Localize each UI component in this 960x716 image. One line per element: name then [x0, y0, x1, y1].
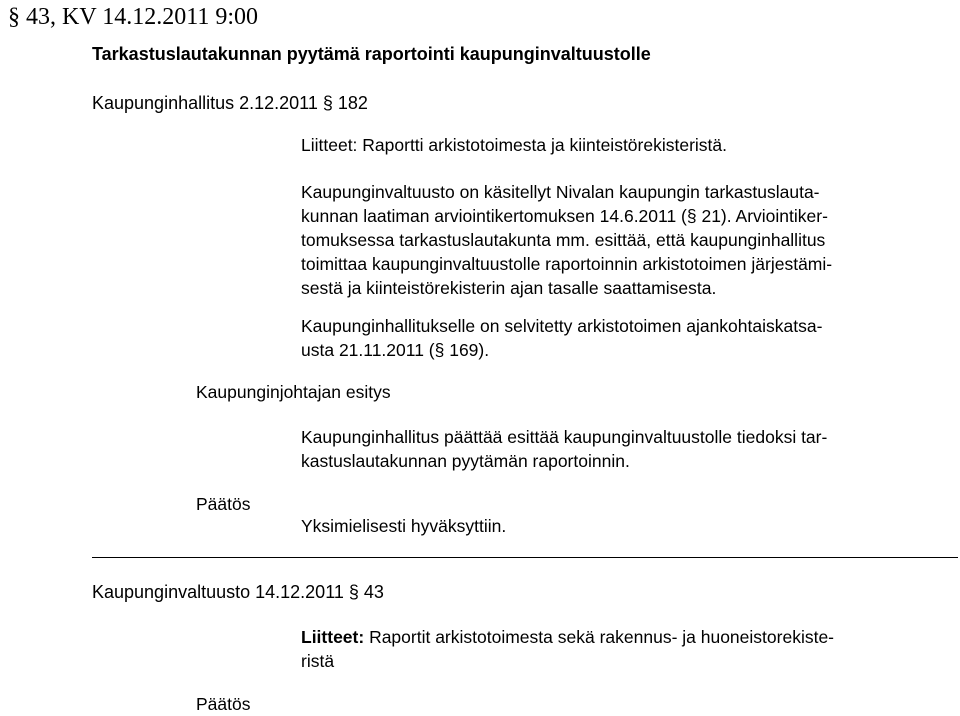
board-attachments: Liitteet: Raportti arkistotoimesta ja kiinteistörekisteristä. [301, 135, 727, 155]
paragraph-line: usta 21.11.2011 (§ 169). [301, 340, 490, 360]
document-title: Tarkastuslautakunnan pyytämä raportointi kaupunginvaltuustolle [92, 44, 651, 64]
paragraph-line: kastuslautakunnan pyytämän raportoinnin. [301, 451, 630, 471]
attachments-line: ristä [301, 651, 335, 671]
proposal-text [301, 425, 827, 473]
attachments-text: Raportit arkistotoimesta sekä rakennus- ja huoneistorekiste- [364, 627, 835, 647]
council-meeting-reference: Kaupunginvaltuusto 14.12.2011 § 43 [92, 582, 384, 602]
board-meeting-reference: Kaupunginhallitus 2.12.2011 § 182 [92, 93, 368, 113]
paragraph-line: kunnan laatiman arviointikertomuksen 14.6.2011 (§ 21). Arviointiker- [301, 206, 828, 226]
board-paragraph-1 [301, 180, 832, 300]
proposal-label: Kaupunginjohtajan esitys [196, 382, 391, 402]
section-divider [92, 557, 958, 558]
attachments-line [301, 625, 834, 649]
section-header: § 43, KV 14.12.2011 9:00 [8, 4, 259, 30]
council-decision-label: Päätös [196, 694, 251, 714]
board-paragraph-2 [301, 314, 822, 362]
paragraph-line: Kaupunginvaltuusto on käsitellyt Nivalan kaupungin tarkastuslauta- [301, 182, 820, 202]
attachments-label: Liitteet: [301, 627, 365, 647]
paragraph-line: tomuksessa tarkastuslautakunta mm. esittää, että kaupunginhallitus [301, 230, 826, 250]
paragraph-line: Kaupunginhallitus päättää esittää kaupunginvaltuustolle tiedoksi tar- [301, 427, 828, 447]
paragraph-line: Kaupunginhallitukselle on selvitetty arkistotoimen ajankohtaiskatsa- [301, 316, 823, 336]
council-attachments [301, 625, 834, 673]
board-decision-label: Päätös [196, 494, 251, 514]
paragraph-line: toimittaa kaupunginvaltuustolle raportoinnin arkistotoimen järjestämi- [301, 254, 833, 274]
board-decision-text: Yksimielisesti hyväksyttiin. [301, 516, 507, 536]
paragraph-line: sestä ja kiinteistörekisterin ajan tasalle saattamisesta. [301, 278, 717, 298]
